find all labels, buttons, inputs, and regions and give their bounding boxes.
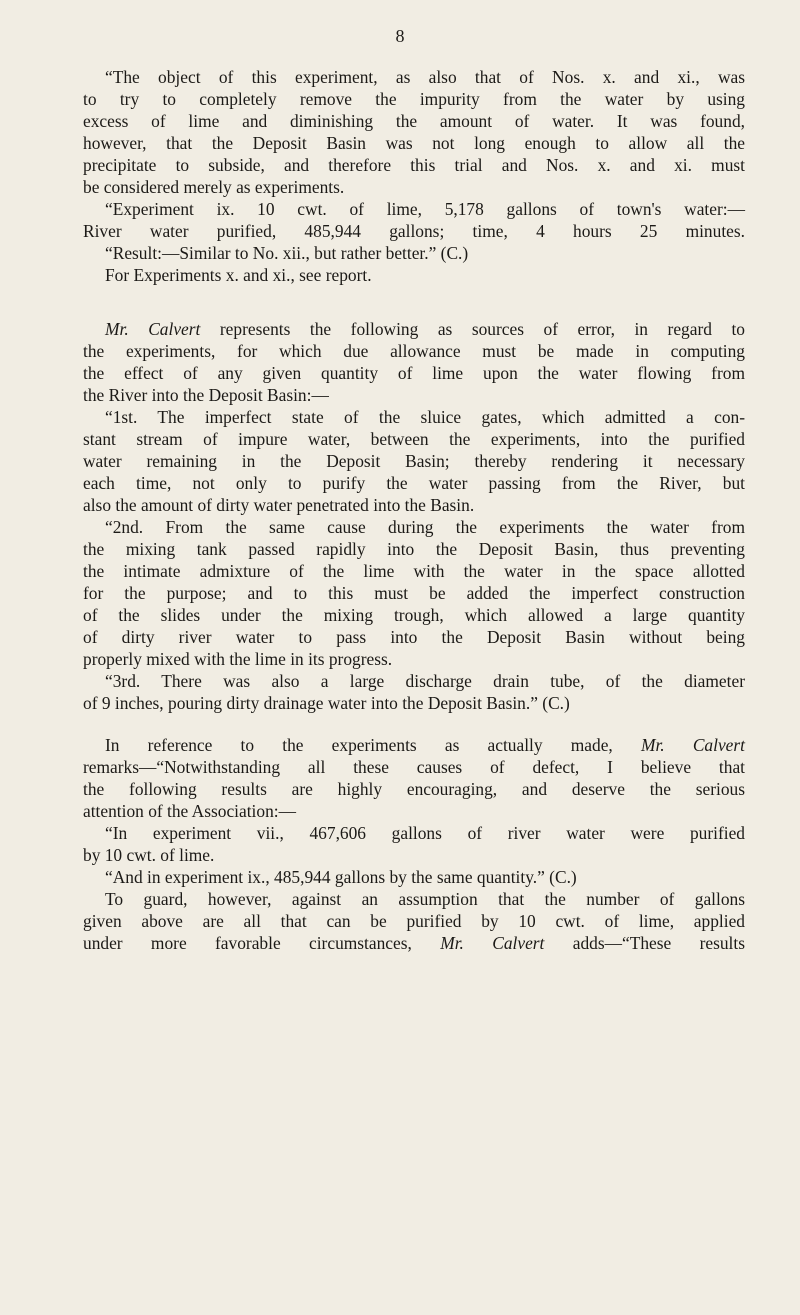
paragraph-experiment-ix — [83, 198, 745, 264]
text-line: the experiments, for which due allowance must be made in computing — [83, 341, 745, 361]
text-line: the mixing tank passed rapidly into the Deposit Basin, thus preventing — [83, 539, 745, 559]
text-line: the effect of any given quantity of lime upon the water flowing from — [83, 363, 745, 383]
text-line: also the amount of dirty water penetrated into the Basin. — [83, 495, 475, 515]
text-line: “And in experiment ix., 485,944 gallons by the same quantity.” (C.) — [105, 867, 577, 887]
text-line: each time, not only to purify the water passing from the River, but — [83, 473, 745, 493]
paragraph-sources-of-error — [83, 318, 745, 406]
text-line: of the slides under the mixing trough, which allowed a large quantity — [83, 605, 745, 625]
paragraph-guard-assumption — [83, 888, 745, 954]
person-name: Mr. Calvert — [640, 735, 745, 755]
text-span: under more favorable circumstances, — [83, 933, 441, 953]
paragraph-results — [83, 822, 745, 888]
text-line: however, that the Deposit Basin was not long enough to allow all the — [83, 133, 745, 153]
text-span: In reference to the experiments as actually made, — [105, 735, 641, 755]
text-line: “3rd. There was also a large discharge drain tube, of the diameter — [105, 671, 745, 691]
text-line: precipitate to subside, and therefore this trial and Nos. x. and xi. must — [83, 155, 745, 175]
text-line: To guard, however, against an assumption that the number of gallons — [105, 889, 745, 909]
text-line: attention of the Association:— — [83, 801, 297, 821]
paragraph-calvert-remarks — [83, 734, 745, 822]
text-line: for the purpose; and to this must be added the imperfect construction — [83, 583, 745, 603]
text-line: by 10 cwt. of lime. — [83, 845, 215, 865]
page-number: 8 — [395, 26, 405, 46]
text-line: be considered merely as experiments. — [83, 177, 345, 197]
text-line: “2nd. From the same cause during the experiments the water from — [105, 517, 745, 537]
text-line: the intimate admixture of the lime with the water in the space allotted — [83, 561, 745, 581]
text-line — [83, 734, 745, 756]
text-line — [83, 932, 745, 954]
text-line: the River into the Deposit Basin:— — [83, 385, 329, 405]
text-line: given above are all that can be purified by 10 cwt. of lime, applied — [83, 911, 745, 931]
text-span: adds—“These results — [544, 933, 745, 953]
text-line — [83, 318, 745, 340]
person-name: Mr. Calvert — [105, 319, 201, 339]
text-line: properly mixed with the lime in its progress. — [83, 649, 393, 669]
text-line: stant stream of impure water, between the experiments, into the purified — [83, 429, 745, 449]
text-line: of dirty river water to pass into the Deposit Basin without being — [83, 627, 745, 647]
text-line: “The object of this experiment, as also that of Nos. x. and xi., was — [105, 67, 745, 87]
text-line: of 9 inches, pouring dirty drainage water into the Deposit Basin.” (C.) — [83, 693, 570, 713]
text-line: excess of lime and diminishing the amount of water. It was found, — [83, 111, 745, 131]
person-name: Mr. Calvert — [440, 933, 545, 953]
text-line: “In experiment vii., 467,606 gallons of river water were purified — [105, 823, 745, 843]
text-line: For Experiments x. and xi., see report. — [105, 265, 372, 285]
paragraph-third-error — [83, 670, 745, 714]
paragraph-first-error — [83, 406, 745, 516]
text-line: “Result:—Similar to No. xii., but rather better.” (C.) — [105, 243, 469, 263]
text-line: “Experiment ix. 10 cwt. of lime, 5,178 gallons of town's water:— — [105, 199, 745, 219]
paragraph-second-error — [83, 516, 745, 670]
text-line: the following results are highly encouraging, and deserve the serious — [83, 779, 745, 799]
text-line: remarks—“Notwithstanding all these causes of defect, I believe that — [83, 757, 745, 777]
text-span: represents the following as sources of error, in regard to — [200, 319, 745, 339]
text-line: water remaining in the Deposit Basin; thereby rendering it necessary — [83, 451, 745, 471]
paragraph-experiment-object — [83, 66, 745, 198]
text-line: River water purified, 485,944 gallons; time, 4 hours 25 minutes. — [83, 221, 745, 241]
text-line: to try to completely remove the impurity from the water by using — [83, 89, 745, 109]
paragraph-see-report — [83, 264, 745, 286]
text-line: “1st. The imperfect state of the sluice gates, which admitted a con- — [105, 407, 745, 427]
